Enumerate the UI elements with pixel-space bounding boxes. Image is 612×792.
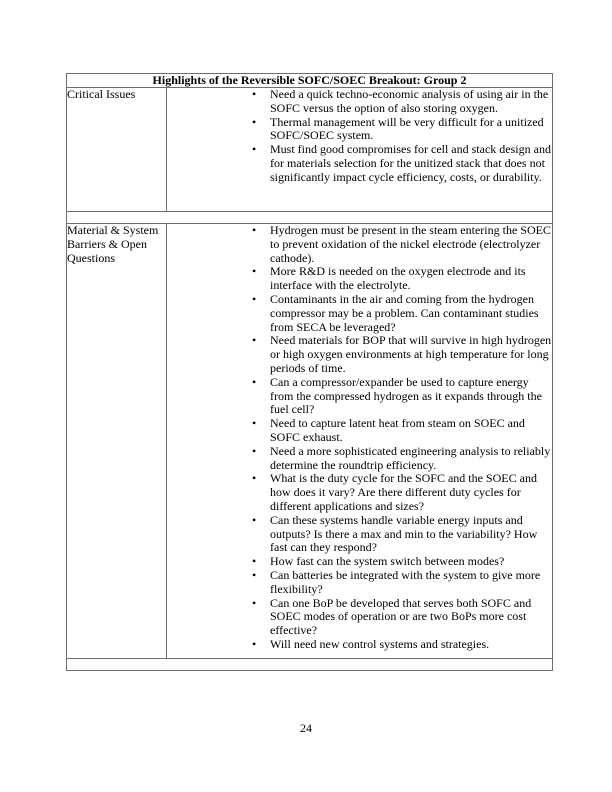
bullet-item: • Can these systems handle variable energy inputs and outputs? Is there a max and min to the variability? How fast can they respond?: [252, 514, 552, 555]
bullet-item: • Thermal management will be very difficult for a unitized SOFC/SOEC system.: [252, 116, 552, 144]
spacer-cell-middle: [67, 212, 553, 224]
bullet-item: • Can batteries be integrated with the system to give more flexibility?: [252, 569, 552, 597]
bullet-item: • Hydrogen must be present in the steam entering the SOEC to prevent oxidation of the nickel electrode (electrolyzer cathode).: [252, 224, 552, 265]
table-row-material-barriers: [67, 224, 553, 659]
bullet-item: • Need a quick techno-economic analysis of using air in the SOFC versus the option of also storing oxygen.: [252, 88, 552, 116]
row-label-critical-issues: Critical Issues: [67, 88, 167, 212]
bullet-item: • Need to capture latent heat from steam on SOEC and SOFC exhaust.: [252, 417, 552, 445]
table-spacer-row-bottom: [67, 659, 553, 671]
bullet-item: • Can a compressor/expander be used to capture energy from the compressed hydrogen as it expands through the fuel cell?: [252, 376, 552, 417]
row-label-material-barriers: Material & System Barriers & Open Questions: [67, 224, 167, 659]
critical-issues-content-cell: [167, 88, 553, 212]
page-number: 24: [300, 721, 312, 735]
critical-issues-bullet-list: [252, 88, 552, 185]
bullet-item: • Can one BoP be developed that serves both SOFC and SOEC modes of operation or are two BoPs more cost effective?: [252, 597, 552, 638]
table-title: Highlights of the Reversible SOFC/SOEC Breakout: Group 2: [67, 74, 553, 88]
bullet-item: • What is the duty cycle for the SOFC and the SOEC and how does it vary? Are there different duty cycles for different applications and sizes?: [252, 472, 552, 513]
table-row-critical-issues: [67, 88, 553, 212]
highlights-table: [66, 73, 553, 671]
table-spacer-row-middle: [67, 212, 553, 224]
bullet-item: • Will need new control systems and strategies.: [252, 638, 552, 652]
bullet-item: • How fast can the system switch between modes?: [252, 555, 552, 569]
bullet-item: • Must find good compromises for cell and stack design and for materials selection for the unitized stack that does not significantly impact cycle efficiency, costs, or durability.: [252, 143, 552, 184]
spacer-cell-bottom: [67, 659, 553, 671]
material-barriers-bullet-list: [252, 224, 552, 652]
bullet-item: • Need materials for BOP that will survive in high hydrogen or high oxygen environments at high temperature for long periods of time.: [252, 334, 552, 375]
bullet-item: • More R&D is needed on the oxygen electrode and its interface with the electrolyte.: [252, 265, 552, 293]
bullet-item: • Need a more sophisticated engineering analysis to reliably determine the roundtrip efficiency.: [252, 445, 552, 473]
material-barriers-content-cell: [167, 224, 553, 659]
bullet-item: • Contaminants in the air and coming from the hydrogen compressor may be a problem. Can contaminant studies from SECA be leveraged?: [252, 293, 552, 334]
table-title-row: [67, 74, 553, 88]
